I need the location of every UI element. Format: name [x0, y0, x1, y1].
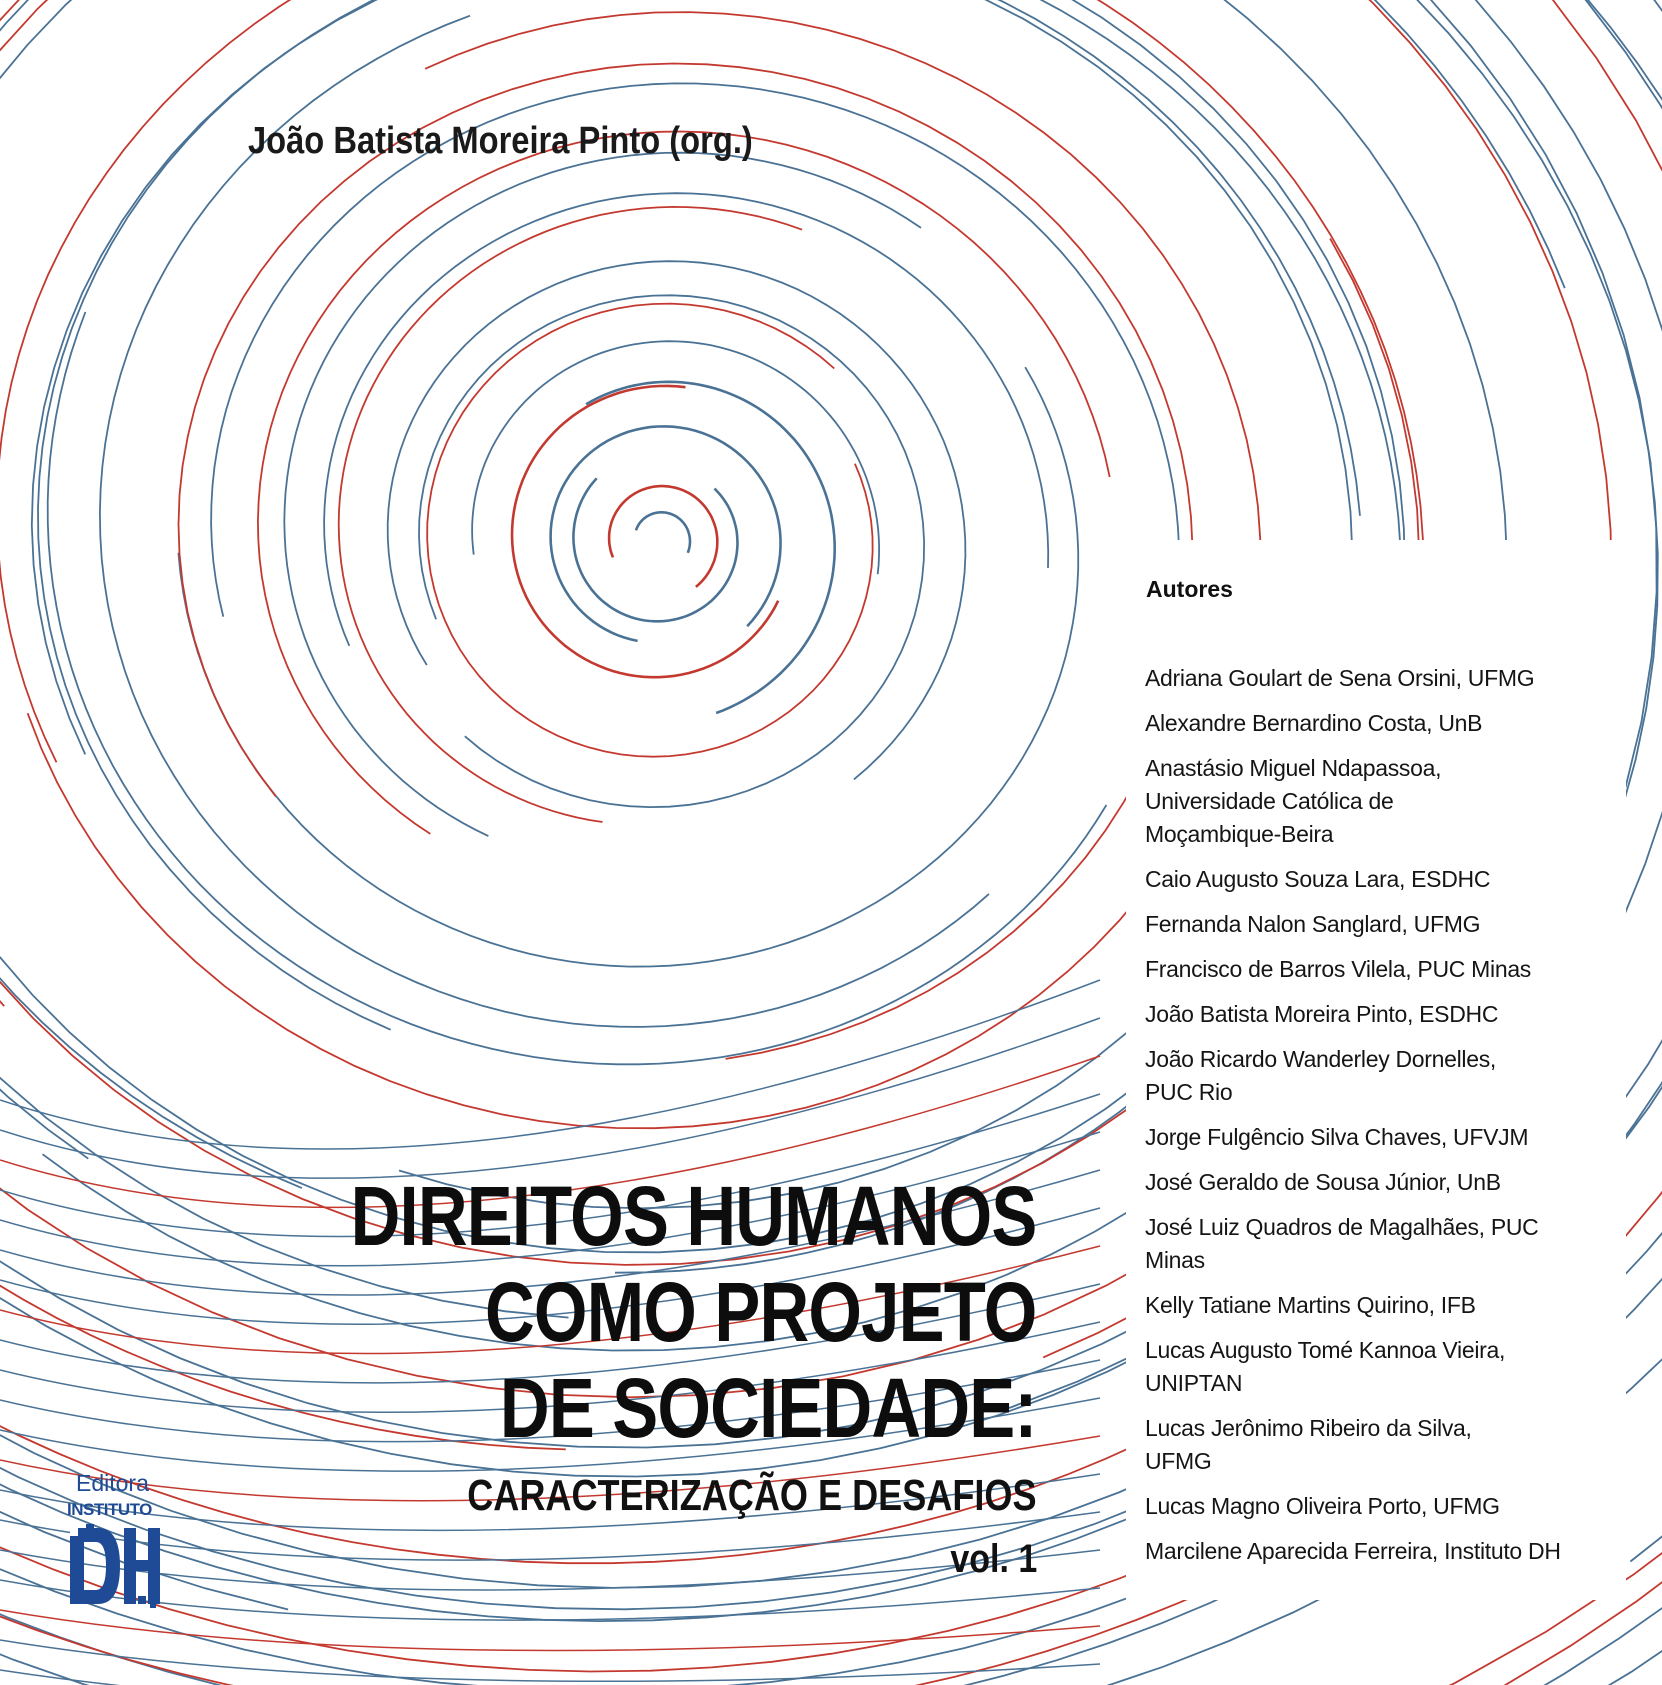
author-item: Caio Augusto Souza Lara, ESDHC — [1145, 866, 1491, 892]
spiral-stroke — [636, 512, 690, 553]
spiral-stroke — [0, 1640, 1100, 1681]
spiral-stroke — [258, 132, 1110, 834]
spiral-stroke — [0, 980, 1100, 1149]
publisher-logo — [66, 1470, 162, 1610]
author-item: João Ricardo Wanderley Dornelles, PUC Rio — [1145, 1046, 1497, 1105]
title-line-3: DE SOCIEDADE: — [500, 1361, 1038, 1455]
author-item: João Batista Moreira Pinto, ESDHC — [1145, 1001, 1499, 1027]
author-item: Francisco de Barros Vilela, PUC Minas — [1145, 956, 1532, 982]
authors-list — [1145, 662, 1615, 1580]
spiral-stroke — [0, 1550, 1100, 1590]
book-subtitle: CARACTERIZAÇÃO E DESAFIOS — [467, 1471, 1038, 1520]
authors-panel — [1126, 540, 1626, 1600]
dh-logo-icon — [68, 1524, 160, 1608]
spiral-stroke — [609, 486, 717, 587]
spiral-stroke — [28, 12, 1261, 1128]
spiral-stroke — [179, 64, 1193, 1059]
book-title — [200, 1168, 1037, 1522]
spiral-stroke — [0, 1670, 1100, 1685]
spiral-stroke — [551, 426, 781, 641]
spiral-stroke — [211, 83, 1179, 659]
author-item: Anastásio Miguel Ndapassoa, Universidade Católica de Moçambique-Beira — [1145, 755, 1442, 847]
spiral-stroke — [0, 1610, 1100, 1651]
logo-editora-text: Editora — [76, 1470, 149, 1496]
spiral-stroke — [573, 478, 737, 621]
author-item: Lucas Jerônimo Ribeiro da Silva, UFMG — [1145, 1415, 1472, 1474]
spiral-stroke — [427, 304, 872, 757]
spiral-stroke — [419, 295, 924, 807]
author-item: Kelly Tatiane Martins Quirino, IFB — [1145, 1292, 1476, 1318]
author-item: José Luiz Quadros de Magalhães, PUC Minas — [1145, 1214, 1539, 1273]
spiral-stroke — [388, 261, 966, 779]
author-item: Lucas Augusto Tomé Kannoa Vieira, UNIPTAN — [1145, 1337, 1506, 1396]
volume-label: vol. 1 — [950, 1537, 1037, 1581]
spiral-stroke — [0, 1018, 1100, 1178]
title-line-1: DIREITOS HUMANOS — [351, 1169, 1037, 1263]
author-item: José Geraldo de Sousa Júnior, UnB — [1145, 1169, 1501, 1195]
title-line-2: COMO PROJETO — [485, 1265, 1037, 1359]
author-item: Fernanda Nalon Sanglard, UFMG — [1145, 911, 1481, 937]
author-item: Adriana Goulart de Sena Orsini, UFMG — [1145, 665, 1535, 691]
spiral-stroke — [586, 382, 835, 713]
author-item: Marcilene Aparecida Ferreira, Instituto DH — [1145, 1538, 1561, 1564]
author-item: Alexandre Bernardino Costa, UnB — [1145, 710, 1483, 736]
logo-instituto-text: INSTITUTO — [67, 1500, 152, 1519]
author-item: Lucas Magno Oliveira Porto, UFMG — [1145, 1493, 1500, 1519]
organizer-name: João Batista Moreira Pinto (org.) — [248, 120, 753, 162]
authors-heading: Autores — [1146, 576, 1233, 602]
author-item: Jorge Fulgêncio Silva Chaves, UFVJM — [1145, 1124, 1529, 1150]
spiral-stroke — [178, 367, 1078, 966]
spiral-stroke — [48, 312, 1107, 1064]
